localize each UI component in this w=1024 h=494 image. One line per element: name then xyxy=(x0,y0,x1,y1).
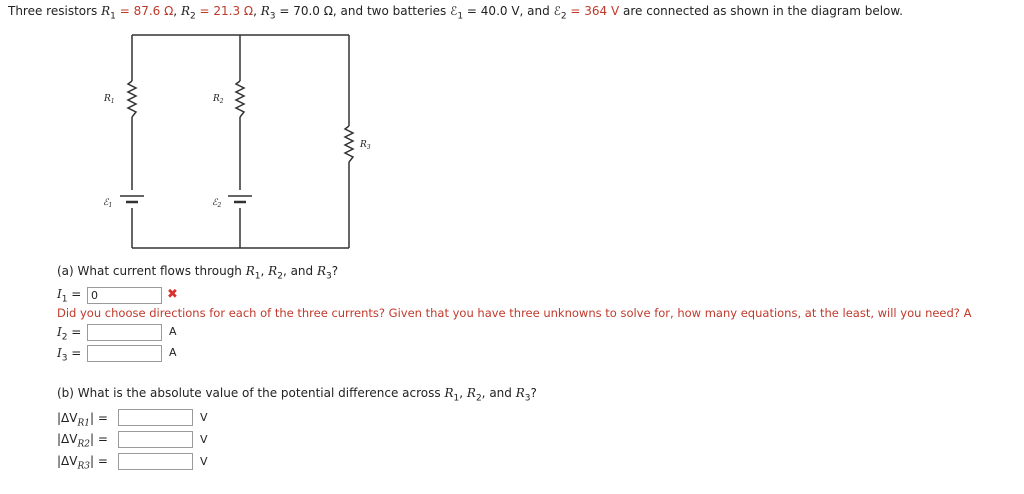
dv-r2-input[interactable] xyxy=(118,431,193,448)
r2-symbol: R xyxy=(180,4,190,18)
r1-resistor-zigzag xyxy=(128,81,136,117)
part-b-r3-sub: 3 xyxy=(524,393,531,404)
dv-r3-label: $|\Delta V_{R3}|$ = xyxy=(57,454,108,472)
part-a-r2-sub: 2 xyxy=(277,271,283,282)
intro-text: Three resistors xyxy=(8,4,102,18)
wrong-answer-icon: ✖ xyxy=(167,287,178,302)
feedback-message: Did you choose directions for each of the three currents? Given that you have three unknowns to solve for, how many equations, at the least, will you need? A xyxy=(57,306,972,320)
part-a-r1: R xyxy=(245,264,255,278)
part-b-q-end: ? xyxy=(530,386,537,400)
e2-subscript: 2 xyxy=(560,11,567,22)
and-two-text: , and two batteries xyxy=(332,4,451,18)
dv-r1-unit: V xyxy=(200,411,208,424)
i3-unit: A xyxy=(169,346,177,359)
part-a-r3-sub: 3 xyxy=(326,271,332,282)
diagram-e2-label: ℰ$_2$ xyxy=(212,198,222,209)
part-a-r2: R xyxy=(268,264,278,278)
r3-resistor-zigzag xyxy=(345,126,353,162)
part-b-r2: R xyxy=(466,386,476,400)
part-b-and: and xyxy=(489,386,512,400)
part-b-question-text: (b) What is the absolute value of the potential difference across xyxy=(57,386,445,400)
e2-value: = 364 V xyxy=(566,4,620,18)
diagram-r3-label: $R_3$ xyxy=(360,140,371,151)
part-a-and: and xyxy=(290,264,314,278)
r1-symbol: R xyxy=(101,4,111,18)
part-b-r2-sub: 2 xyxy=(475,393,482,404)
part-b-question: (b) What is the absolute value of the potential difference across $R_1$, $R_2$, and $R_3$? xyxy=(57,386,537,404)
i2-input[interactable] xyxy=(87,324,162,341)
problem-statement: Three resistors $R_1 = 87.6$ Ω, $R_2 = 21.3$ Ω, $R_3 = 70.0$ Ω, and two batteries ℰ$_1$ = 40.0 V, and ℰ$_2$ = 364 V are connected as shown in the diagram below. xyxy=(8,4,903,22)
r2-value: = 21.3 Ω xyxy=(195,4,254,18)
i1-label: $I_1$ = xyxy=(57,287,82,305)
e1-value: = 40.0 V xyxy=(463,4,520,18)
part-b-r1-sub: 1 xyxy=(453,393,460,404)
r3-subscript: 3 xyxy=(269,11,276,22)
r3-symbol: R xyxy=(260,4,270,18)
e1-symbol: ℰ xyxy=(450,4,458,18)
dv-r3-unit: V xyxy=(200,455,208,468)
i2-label: $I_2$ = xyxy=(57,325,82,343)
part-a-q-end: ? xyxy=(331,264,339,278)
dv-r3-input[interactable] xyxy=(118,453,193,470)
diagram-r2-label: $R_2$ xyxy=(213,94,224,105)
part-b-r3: R xyxy=(515,386,525,400)
r2-subscript: 2 xyxy=(189,11,196,22)
dv-r1-label: $|\Delta V_{R1}|$ = xyxy=(57,411,108,429)
i3-input[interactable] xyxy=(87,345,162,362)
part-a-question-text: (a) What current flows through xyxy=(57,264,246,278)
diagram-r1-label: $R_1$ xyxy=(104,94,115,105)
part-a-r1-sub: 1 xyxy=(254,271,261,282)
dv-r2-unit: V xyxy=(200,433,208,446)
diagram-e1-label: ℰ$_1$ xyxy=(103,198,113,209)
i3-label: $I_3$ = xyxy=(57,346,82,364)
r3-value: = 70.0 Ω xyxy=(275,4,333,18)
r1-value: = 87.6 Ω xyxy=(115,4,174,18)
outro-text: are connected as shown in the diagram below. xyxy=(619,4,903,18)
and-text: , and xyxy=(519,4,554,18)
dv-r2-label: $|\Delta V_{R2}|$ = xyxy=(57,432,108,450)
i2-unit: A xyxy=(169,325,177,338)
r2-resistor-zigzag xyxy=(236,81,244,117)
i1-input[interactable]: 0 xyxy=(87,287,162,304)
part-a-question: (a) What current flows through $R_1$, $R_2$, and $R_3$? xyxy=(57,264,339,282)
part-a-r3: R xyxy=(316,264,327,278)
dv-r1-input[interactable] xyxy=(118,409,193,426)
r1-subscript: 1 xyxy=(110,11,116,22)
part-b-r1: R xyxy=(444,386,454,400)
e1-subscript: 1 xyxy=(457,11,464,22)
e2-symbol: ℰ xyxy=(553,4,561,18)
